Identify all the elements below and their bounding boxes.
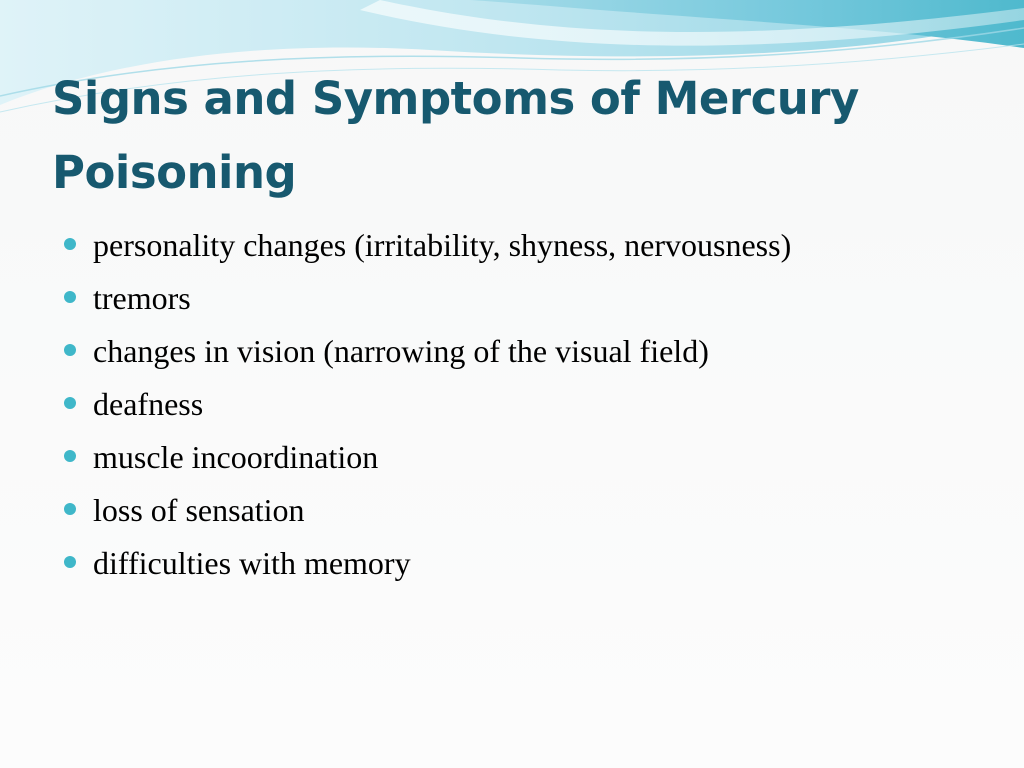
bullet-text: difficulties with memory [93,545,411,581]
slide-title: Signs and Symptoms of Mercury Poisoning [52,72,859,199]
bullet-text: changes in vision (narrowing of the visual field) [93,333,709,369]
bullet-dot-icon [64,450,76,462]
bullet-dot-icon [64,238,76,250]
bullet-text: muscle incoordination [93,439,379,475]
bullet-item [62,219,992,272]
bullet-dot-icon [64,503,76,515]
bullet-dot-icon [64,291,76,303]
bullet-item [62,431,992,484]
bullet-list [62,219,992,590]
bullet-text: personality changes (irritability, shyness, nervousness) [93,227,792,263]
bullet-text: deafness [93,386,204,422]
bullet-item [62,484,992,537]
bullet-text: loss of sensation [93,492,305,528]
bullet-dot-icon [64,344,76,356]
bullet-item [62,272,992,325]
bullet-item [62,537,992,590]
bullet-item [62,325,992,378]
bullet-dot-icon [64,556,76,568]
bullet-text: tremors [93,280,191,316]
bullet-dot-icon [64,397,76,409]
bullet-item [62,378,992,431]
